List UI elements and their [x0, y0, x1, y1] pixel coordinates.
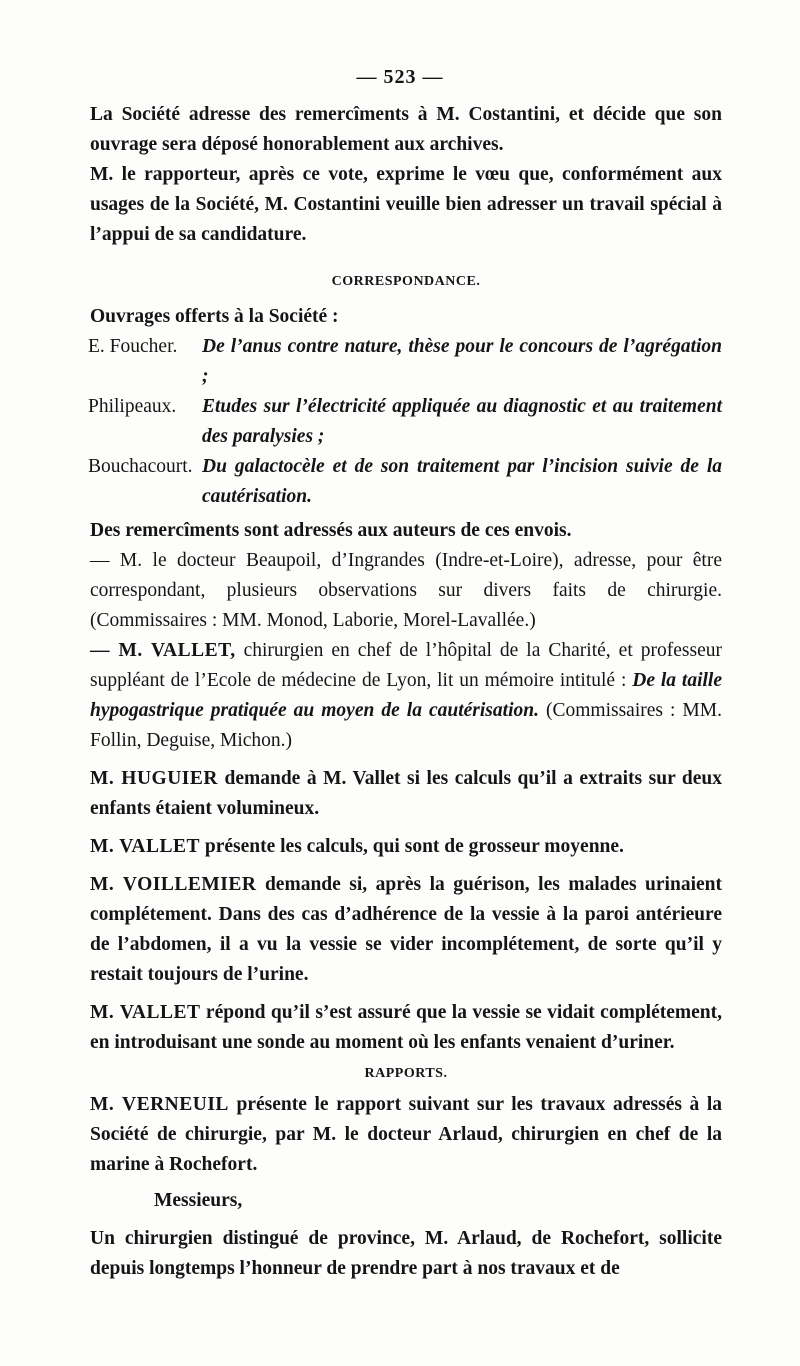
paragraph-voillemier: [90, 870, 722, 990]
paragraph-costantini-thanks: La Société adresse des remercîments à M. Costantini, et décide que son ouvrage sera déposé honorablement aux archives.: [90, 104, 722, 155]
section-heading-correspondance: CORRESPONDANCE.: [331, 274, 481, 289]
speaker-name: — M. VALLET,: [90, 640, 236, 661]
paragraph-text: répond qu’il s’est assuré que la vessie se vidait complétement, en introduisant une sonde au moment où les enfants venaient d’uriner.: [90, 1002, 722, 1053]
speaker-name: M. VALLET: [90, 1002, 201, 1023]
paragraph-verneuil: [90, 1090, 722, 1180]
work-title: Etudes sur l’électricité appliquée au diagnostic et au traitement des paralysies ;: [202, 396, 722, 447]
speaker-name: M. VALLET: [90, 836, 200, 857]
paragraph-text: (Commissaires : MM. Follin, Deguise, Michon.): [90, 700, 722, 751]
paragraph-vallet-calculs: [90, 832, 722, 862]
offered-work-item: [90, 392, 722, 452]
work-title: De l’anus contre nature, thèse pour le concours de l’agrégation ;: [202, 336, 722, 387]
offered-works-intro: Ouvrages offerts à la Société :: [90, 306, 339, 327]
work-author: Bouchacourt.: [88, 456, 193, 477]
paragraph-text: chirurgien en chef de l’hôpital de la Charité, et professeur suppléant de l’Ecole de médecine de Lyon, lit un mémoire intitulé :: [90, 640, 722, 691]
paragraph-text: demande si, après la guérison, les malades urinaient complétement. Dans des cas d’adhérence de la vessie à la paroi antérieure de l’abdomen, il a vu la vessie se vider incomplétement, de sorte qu’il y restait toujours de l’urine.: [90, 874, 722, 985]
work-author: Philipeaux.: [88, 396, 177, 417]
section-heading-rapports: RAPPORTS.: [364, 1066, 448, 1081]
speaker-name: M. HUGUIER: [90, 768, 218, 789]
paragraph-text: présente le rapport suivant sur les travaux adressés à la Société de chirurgie, par M. le docteur Arlaud, chirurgien en chef de la marine à Rochefort.: [90, 1094, 722, 1175]
paragraph-huguier: [90, 764, 722, 824]
paragraph-thanks-authors: Des remercîments sont adressés aux auteurs de ces envois.: [90, 520, 572, 541]
speaker-name: M. VOILLEMIER: [90, 874, 257, 895]
page-body: [90, 100, 722, 1284]
offered-work-item: [90, 332, 722, 392]
work-author: E. Foucher.: [88, 336, 178, 357]
paragraph-text: demande à M. Vallet si les calculs qu’il a extraits sur deux enfants étaient volumineux.: [90, 768, 722, 819]
salutation: Messieurs,: [154, 1190, 243, 1211]
paragraph-rapporteur-vote: M. le rapporteur, après ce vote, exprime le vœu que, conformément aux usages de la Société, M. Costantini veuille bien adresser un travail spécial à l’appui de sa candidature.: [90, 164, 722, 245]
offered-work-item: [90, 452, 722, 512]
page-number: — 523 —: [356, 66, 444, 88]
paragraph-text: présente les calculs, qui sont de grosseur moyenne.: [199, 836, 624, 857]
memoir-title: De la taille hypogastrique pratiquée au moyen de la cautérisation.: [90, 670, 722, 721]
paragraph-vallet-memoir: [90, 636, 722, 756]
paragraph-vallet-reply: [90, 998, 722, 1058]
paragraph-beaupoil: — M. le docteur Beaupoil, d’Ingrandes (Indre-et-Loire), adresse, pour être correspondant, plusieurs observations sur divers faits de chirurgie. (Commissaires : MM. Monod, Laborie, Morel-Lavallée.): [90, 550, 722, 631]
speaker-name: M. VERNEUIL: [90, 1094, 229, 1115]
work-title: Du galactocèle et de son traitement par l’incision suivie de la cautérisation.: [202, 456, 722, 507]
paragraph-arlaud: Un chirurgien distingué de province, M. Arlaud, de Rochefort, sollicite depuis longtemps l’honneur de prendre part à nos travaux et de: [90, 1228, 722, 1279]
